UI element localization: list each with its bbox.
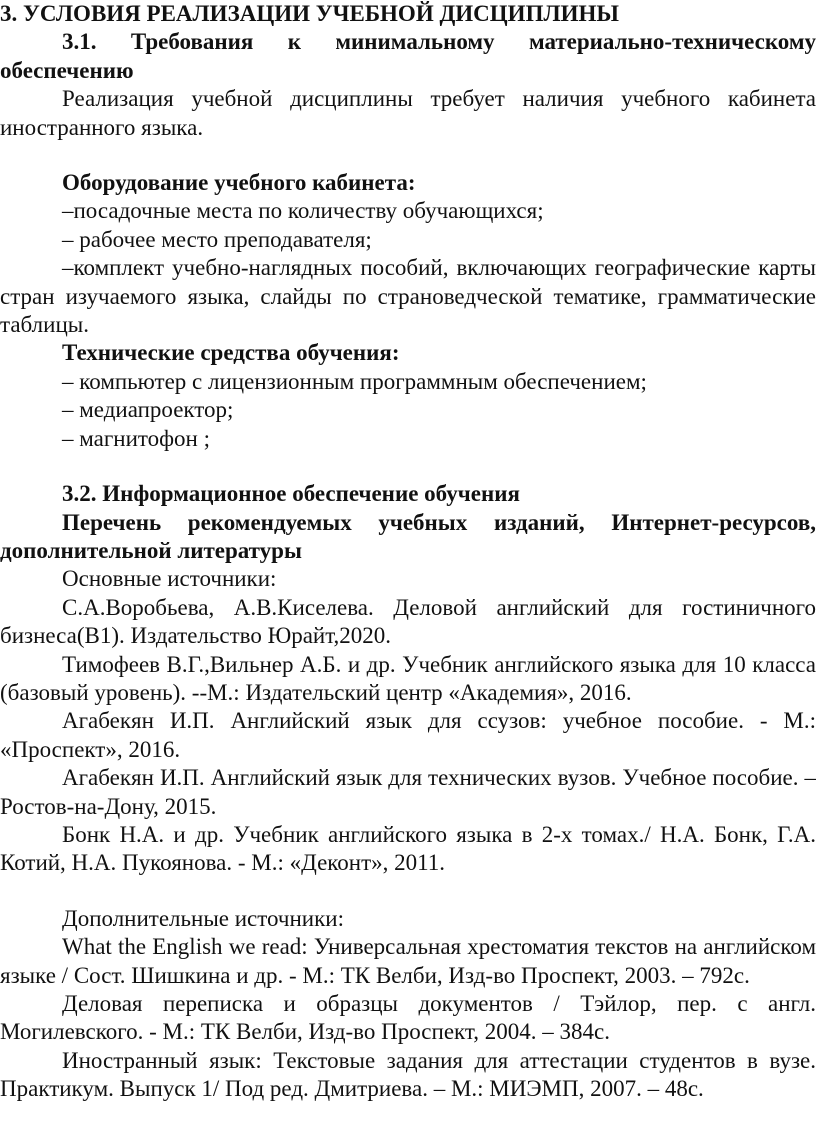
main-sources-heading: Основные источники: [62, 566, 277, 592]
equipment-item: –посадочные места по количеству обучающихся; [62, 198, 544, 224]
equipment-item: – рабочее место преподавателя; [62, 226, 372, 252]
main-source-item: Агабекян И.П. Английский язык для технических вузов. Учебное пособие. – Ростов-на-Дону, 2015. [0, 765, 816, 819]
tech-item: – магнитофон ; [62, 425, 211, 451]
section-title: 3. УСЛОВИЯ РЕАЛИЗАЦИИ УЧЕБНОЙ ДИСЦИПЛИНЫ [0, 1, 619, 26]
equipment-heading: Оборудование учебного кабинета: [62, 170, 416, 196]
subsection-title-3-1: 3.1. Требования к минимальному материально-техническому обеспечению [0, 29, 816, 83]
spacer [0, 878, 816, 905]
main-source-item: Агабекян И.П. Английский язык для ссузов: учебное пособие. - М.: «Проспект», 2016. [0, 708, 816, 762]
paragraph-requirement: Реализация учебной дисциплины требует наличия учебного кабинета иностранного языка. [0, 86, 816, 140]
main-source-item: С.А.Воробьева, А.В.Киселева. Деловой английский для гостиничного бизнеса(В1). Издательство Юрайт,2020. [0, 594, 816, 649]
subsection-title-3-2: 3.2. Информационное обеспечение обучения [62, 481, 520, 507]
extra-source-item: Иностранный язык: Текстовые задания для аттестации студентов в вузе. Практикум. Выпуск 1/ Под ред. Дмитриева. – М.: МИЭМП, 2007. – 48с. [0, 1047, 816, 1102]
spacer [0, 142, 816, 169]
main-source-item: Бонк Н.А. и др. Учебник английского языка в 2-х томах./ Н.А. Бонк, Г.А. Котий, Н.А. Пукоянова. - М.: «Деконт», 2011. [0, 821, 816, 876]
tech-item: – медиапроектор; [62, 397, 234, 423]
tech-item: – компьютер с лицензионным программным обеспечением; [62, 368, 647, 394]
tech-heading: Технические средства обучения: [62, 340, 400, 366]
equipment-item: –комплект учебно-наглядных пособий, включающих географические карты стран изучаемого языка, слайды по страноведческой тематике, грамматические таблицы. [0, 255, 816, 338]
extra-source-item: Деловая переписка и образцы документов / Тэйлор, пер. с англ. Могилевского. - М.: ТК Велби, Изд-во Проспект, 2004. – 384с. [0, 991, 816, 1045]
spacer [0, 453, 816, 480]
list-heading: Перечень рекомендуемых учебных изданий, Интернет-ресурсов, дополнительной литературы [0, 509, 816, 563]
main-source-item: Тимофеев В.Г.,Вильнер А.Б. и др. Учебник английского языка для 10 класса (базовый уровень). --М.: Издательский центр «Академия», 2016. [0, 651, 816, 705]
extra-sources-heading: Дополнительные источники: [62, 905, 344, 931]
extra-source-item: What the English we read: Универсальная хрестоматия текстов на английском языке / Сост. Шишкина и др. - М.: ТК Велби, Изд-во Проспект, 2003. – 792с. [0, 934, 816, 988]
